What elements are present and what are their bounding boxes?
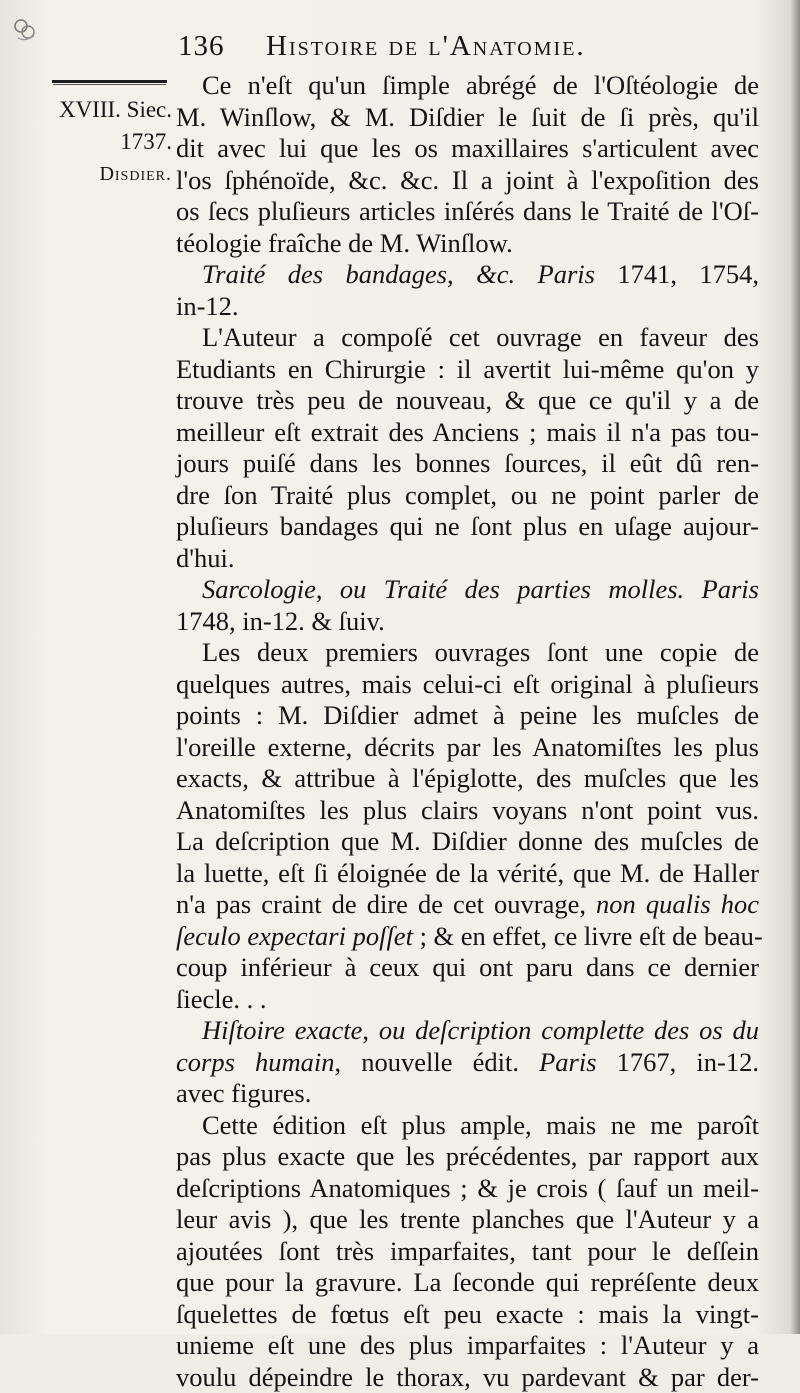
- text-line: Anatomiſtes les plus clairs voyans n'ont point vus.: [176, 795, 759, 827]
- text-line: [176, 1015, 759, 1047]
- italic-segment: Paris: [539, 1047, 596, 1077]
- italic-segment: Sarcologie: [202, 574, 316, 604]
- text-line: jours puiſé dans les bonnes ſources, il eût dû ren-: [176, 448, 759, 480]
- margin-author: Disdier.: [40, 158, 172, 190]
- margin-year: 1737.: [40, 126, 172, 158]
- running-title: Histoire de l'Anatomie.: [266, 30, 586, 63]
- text-line: pluſieurs bandages qui ne ſont plus en uſage aujour-: [176, 511, 759, 543]
- text-line: meilleur eſt extrait des Anciens ; mais il n'a pas tou-: [176, 417, 759, 449]
- page-edge-shadow: [790, 0, 800, 1334]
- italic-segment: ou deſcription complette des os du: [379, 1015, 759, 1045]
- text-line: que pour la gravure. La ſeconde qui repréſente deux: [176, 1267, 759, 1299]
- text-line: trouve très peu de nouveau, & que ce qu'il y a de: [176, 385, 759, 417]
- text-line: Cette édition eſt plus ample, mais ne me paroît: [176, 1110, 759, 1142]
- italic-segment: Traité des bandages: [202, 259, 447, 289]
- text-line: Ce n'eſt qu'un ſimple abrégé de l'Oſtéologie de: [176, 70, 759, 102]
- text-line: [176, 889, 759, 921]
- page-header: [178, 30, 768, 70]
- text-line: dre ſon Traité plus complet, ou ne point parler de: [176, 480, 759, 512]
- text-segment: , nouvelle édit.: [335, 1047, 540, 1077]
- text-line: voulu dépeindre le thorax, vu pardevant & par der-: [176, 1362, 759, 1393]
- text-segment: ,: [362, 1015, 378, 1045]
- text-line: la luette, eſt ſi éloignée de la vérité, que M. de Haller: [176, 858, 759, 890]
- text-line: quelques autres, mais celui-ci eſt original à pluſieurs: [176, 669, 759, 701]
- italic-segment: ou Traité des parties molles. Paris: [340, 574, 759, 604]
- italic-segment: non qualis hoc: [596, 889, 759, 919]
- text-line: ſquelettes de fœtus eſt peu exacte : mais la vingt-: [176, 1299, 759, 1331]
- italic-segment: ſeculo expectari poſſet: [176, 921, 413, 951]
- text-line: Etudiants en Chirurgie : il avertit lui-même qu'on y: [176, 354, 759, 386]
- text-line: d'hui.: [176, 543, 759, 575]
- text-line: in-12.: [176, 291, 759, 323]
- text-line: dit avec lui que les os maxillaires s'articulent avec: [176, 133, 759, 165]
- text-line: La deſcription que M. Diſdier donne des muſcles de: [176, 826, 759, 858]
- text-line: [176, 574, 759, 606]
- text-line: points : M. Diſdier admet à peine les muſcles de: [176, 700, 759, 732]
- text-line: ajoutées ſont très imparfaites, tant pour le deſſein: [176, 1236, 759, 1268]
- text-line: l'os ſphénoïde, &c. &c. Il a joint à l'expoſition des: [176, 165, 759, 197]
- text-segment: 1767, in-12.: [597, 1047, 759, 1077]
- text-line: [176, 259, 759, 291]
- text-line: os ſecs pluſieurs articles inſérés dans le Traité de l'Oſ-: [176, 196, 759, 228]
- text-line: deſcriptions Anatomiques ; & je crois ( ſauf un meil-: [176, 1173, 759, 1205]
- body-text: [176, 70, 759, 1393]
- margin-notes: [40, 94, 172, 190]
- page-number: 136: [178, 30, 225, 63]
- text-line: exacts, & attribue à l'épiglotte, des muſcles que les: [176, 763, 759, 795]
- text-line: [176, 1047, 759, 1079]
- text-line: ſiecle. . .: [176, 984, 759, 1016]
- text-line: leur avis ), que les trente planches que l'Auteur y a: [176, 1204, 759, 1236]
- italic-segment: &c. Paris: [476, 259, 595, 289]
- text-line: l'oreille externe, décrits par les Anatomiſtes les plus: [176, 732, 759, 764]
- italic-segment: corps humain: [176, 1047, 335, 1077]
- text-line: M. Winſlow, & M. Diſdier le ſuit de ſi près, qu'il: [176, 102, 759, 134]
- text-line: 1748, in-12. & ſuiv.: [176, 606, 759, 638]
- italic-segment: Hiſtoire exacte: [202, 1015, 362, 1045]
- margin-rule: [52, 80, 167, 83]
- text-line: avec figures.: [176, 1078, 759, 1110]
- text-segment: ,: [316, 574, 340, 604]
- text-line: unieme eſt une des plus imparfaites : l'Auteur y a: [176, 1330, 759, 1362]
- text-line: coup inférieur à ceux qui ont paru dans ce dernier: [176, 952, 759, 984]
- library-stamp-icon: [12, 16, 38, 44]
- text-segment: ,: [447, 259, 476, 289]
- text-segment: n'a pas craint de dire de cet ouvrage,: [176, 889, 596, 919]
- text-line: L'Auteur a compoſé cet ouvrage en faveur des: [176, 322, 759, 354]
- text-line: Les deux premiers ouvrages ſont une copie de: [176, 637, 759, 669]
- text-line: téologie fraîche de M. Winſlow.: [176, 228, 759, 260]
- text-line: [176, 921, 759, 953]
- text-segment: ; & en effet, ce livre eſt de beau-: [413, 921, 763, 951]
- text-line: pas plus exacte que les précédentes, par rapport aux: [176, 1141, 759, 1173]
- margin-century: XVIII. Siec.: [40, 94, 172, 126]
- text-segment: 1741, 1754,: [595, 259, 759, 289]
